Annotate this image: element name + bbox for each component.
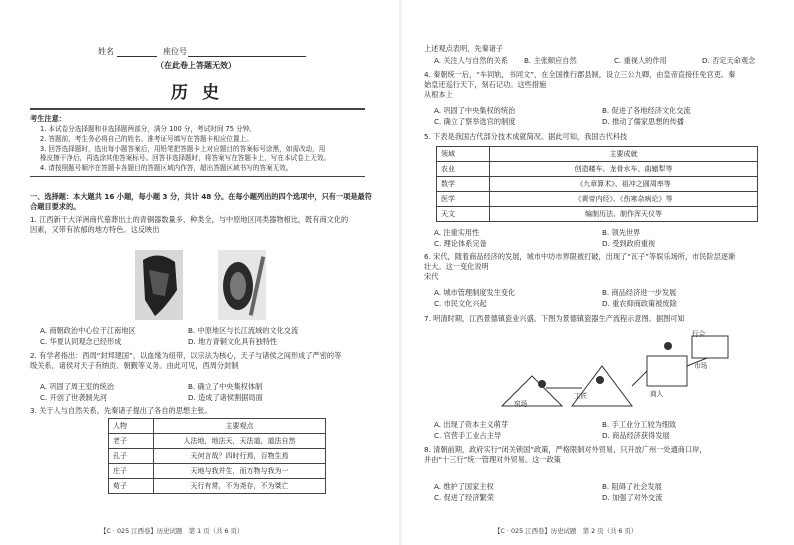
q6-option-d: D. 重农抑商政策被废除 — [602, 299, 677, 308]
question-6: 壮大。这一变化说明 — [424, 262, 489, 271]
question-4: 4. 秦朝统一后，“车同轨，书同文”，在全国推行郡县制，设立三公九卿，由皇帝直接任免官吏。秦 — [424, 70, 736, 79]
q3-table — [108, 418, 326, 494]
page-right — [402, 0, 794, 545]
no-answer-notice: （在此卷上答题无效） — [156, 61, 236, 70]
table-header-cell: 领域 — [437, 147, 490, 162]
q8-option-b: B. 阻碍了社会发展 — [602, 482, 662, 491]
q8-option-d: D. 加强了对外交流 — [602, 493, 663, 502]
question-8: 8. 清朝前期，政府实行“闭关锁国”政策，严格限制对外贸易，只开放广州一处通商口岸， — [424, 445, 707, 454]
diagram-label-guild: 行会 — [692, 330, 706, 338]
q1-option-a: A. 商朝政治中心位于江南地区 — [40, 326, 136, 335]
subject-title: 历史 — [171, 83, 233, 103]
instruction-line: 橡皮擦干净后，再选涂其他答案标号。回答非选择题时，将答案写在答题卡上，写在本试卷上无效。 — [40, 154, 331, 162]
q5-option-b: B. 领先世界 — [602, 228, 641, 237]
table-cell: 人法地，地法天，天法道，道法自然 — [154, 434, 326, 449]
q7-option-b: B. 手工业分工较为细致 — [602, 420, 677, 429]
table-cell: 庄子 — [109, 464, 154, 479]
q4-option-d: D. 推动了儒家思想的传播 — [602, 117, 684, 126]
table-cell: 《黄帝内经》、《伤寒杂病论》等 — [490, 192, 758, 207]
q1-option-d: D. 地方青铜文化具有独特性 — [188, 337, 278, 346]
q5-option-a: A. 注重实用性 — [434, 228, 480, 237]
table-cell: 天行有常，不为尧存，不为桀亡 — [154, 479, 326, 494]
table-cell: 天文 — [437, 207, 490, 222]
table-row — [437, 192, 758, 207]
q6-option-c: C. 市民文化兴起 — [434, 299, 487, 308]
table-header-cell: 人物 — [109, 419, 154, 434]
table-cell: 数学 — [437, 177, 490, 192]
table-row — [109, 449, 326, 464]
q4-option-c: C. 确立了察举选官的制度 — [434, 117, 516, 126]
table-cell: 天何言哉？四时行焉，百物生焉 — [154, 449, 326, 464]
q2-option-d: D. 造成了诸侯割据局面 — [188, 393, 263, 402]
question-2: 级关系，诸侯对天子有纳贡、朝觐等义务。由此可见，西周分封制 — [30, 361, 239, 370]
table-cell: 孔子 — [109, 449, 154, 464]
instruction-line: 2. 答题前，考生务必将自己的姓名、准考证号填写在答题卡相应位置上。 — [40, 135, 253, 143]
q5-option-d: D. 受到政府重视 — [602, 239, 656, 248]
table-row — [437, 162, 758, 177]
q4-option-a: A. 巩固了中央集权的统治 — [434, 106, 516, 115]
q8-option-c: C. 促进了经济繁荣 — [434, 493, 494, 502]
q7-option-d: D. 商品经济获得发展 — [602, 431, 670, 440]
q7-option-a: A. 出现了资本主义萌芽 — [434, 420, 509, 429]
q6-option-b: B. 商品经济进一步发展 — [602, 288, 677, 297]
q4-option-b: B. 促进了各地经济文化交流 — [602, 106, 691, 115]
table-row — [109, 479, 326, 494]
q6-option-a: A. 城市管理制度发生变化 — [434, 288, 516, 297]
table-cell: 荀子 — [109, 479, 154, 494]
table-cell: 天地与我并生，而万物与我为一 — [154, 464, 326, 479]
question-5: 5. 下表是我国古代部分技术成就简况。据此可知，我国古代科技 — [424, 132, 628, 141]
bronze-artifact-photo — [135, 250, 183, 320]
question-6: 宋代 — [424, 272, 439, 281]
instructions-rule — [30, 176, 365, 177]
question-2: 2. 有学者指出：西周“封邦建国”，以血缘为纽带，以宗法为核心，天子与诸侯之间形成了严密的等 — [30, 351, 342, 360]
q2-option-c: C. 开创了世袭制先河 — [40, 393, 108, 402]
seat-blank — [188, 56, 306, 57]
question-1: 因素，又带有浓郁的地方特色。这反映出 — [30, 225, 160, 234]
instruction-line: 4. 请按照题号顺序在答题卡各题目的答题区域内作答，超出答题区域书写的答案无效。 — [40, 164, 293, 172]
q3-option-a: A. 关注人与自然的关系 — [434, 56, 509, 65]
table-header-cell: 主要成就 — [490, 147, 758, 162]
table-row — [437, 207, 758, 222]
q3-stem-continued: 上述观点表明，先秦诸子 — [424, 44, 504, 53]
question-4: 始皇还巡行天下，刻石记功。这些措施 — [424, 80, 547, 89]
name-blank — [117, 56, 157, 57]
q5-table — [436, 146, 758, 222]
instruction-line: 1. 本试卷分选择题和非选择题两部分，满分 100 分，考试时间 75 分钟。 — [40, 125, 256, 133]
table-cell: 农业 — [437, 162, 490, 177]
question-3: 3. 关于人与自然关系，先秦诸子提出了各自的思想主张。 — [30, 406, 212, 415]
q3-option-d: D. 否定天命观念 — [702, 56, 756, 65]
section-heading: 合题目要求的。 — [30, 202, 81, 211]
table-header-cell: 主要观点 — [154, 419, 326, 434]
table-cell: 编制历法、制作浑天仪等 — [490, 207, 758, 222]
title-rule — [30, 108, 365, 110]
name-label: 姓名 — [98, 47, 114, 56]
diagram-label-merchant: 商人 — [650, 390, 664, 398]
q8-option-a: A. 维护了国家主权 — [434, 482, 494, 491]
table-cell: 老子 — [109, 434, 154, 449]
question-4: 从根本上 — [424, 90, 453, 99]
instructions-title: 考生注意： — [30, 114, 66, 123]
q2-option-a: A. 巩固了周王室的统治 — [40, 382, 115, 391]
q2-option-b: B. 确立了中央集权体制 — [188, 382, 263, 391]
table-row — [109, 419, 326, 434]
question-8: 并由“十三行”统一管理对外贸易。这一政策 — [424, 455, 561, 464]
diagram-label-kiln: 窑场 — [514, 400, 528, 408]
question-7: 7. 明清时期，江西景德镇瓷业兴盛。下图为景德镇瓷器生产流程示意图。据图可知 — [424, 314, 685, 323]
question-1: 1. 江西新干大洋洲商代墓葬出土的青铜器数量多、种类全，与中原地区同类器物相比，既有商文化的 — [30, 215, 349, 224]
table-row — [437, 177, 758, 192]
section-heading: 一、选择题：本大题共 16 小题，每小题 3 分，共计 48 分。在每小题列出的四个选项中，只有一项是最符 — [30, 192, 372, 201]
jade-artifact-photo — [218, 250, 266, 320]
instruction-line: 3. 回答选择题时，选出每小题答案后，用铅笔把答题卡上对应题目的答案标号涂黑，如需改动，用 — [40, 145, 326, 153]
seat-label: 座位号 — [163, 47, 187, 56]
table-cell: 《九章算术》、祖冲之圆周率等 — [490, 177, 758, 192]
table-row — [109, 434, 326, 449]
table-row — [437, 147, 758, 162]
q3-option-c: C. 重视人的作用 — [614, 56, 667, 65]
table-cell: 创造耧车、龙骨水车、曲辕犁等 — [490, 162, 758, 177]
q3-option-b: B. 主张顺应自然 — [524, 56, 577, 65]
page-footer: 【C · 025 江西卷】历史试题 第 1 页（共 6 页） — [100, 527, 244, 535]
q7-option-c: C. 官营手工业占主导 — [434, 431, 502, 440]
q1-option-c: C. 华夏认同观念已经形成 — [40, 337, 122, 346]
question-6: 6. 宋代，随着商品经济的发展，城市中坊市界限被打破，出现了“瓦子”等娱乐场所，市民阶层逐渐 — [424, 252, 736, 261]
q5-option-c: C. 理论体系完备 — [434, 239, 487, 248]
table-row — [109, 464, 326, 479]
q1-option-b: B. 中原地区与长江流域的文化交流 — [188, 326, 299, 335]
table-cell: 医学 — [437, 192, 490, 207]
diagram-label-worker: 工匠 — [574, 392, 588, 400]
page-footer: 【C · 025 江西卷】历史试题 第 2 页（共 6 页） — [494, 527, 638, 535]
diagram-label-market: 市场 — [694, 362, 708, 370]
